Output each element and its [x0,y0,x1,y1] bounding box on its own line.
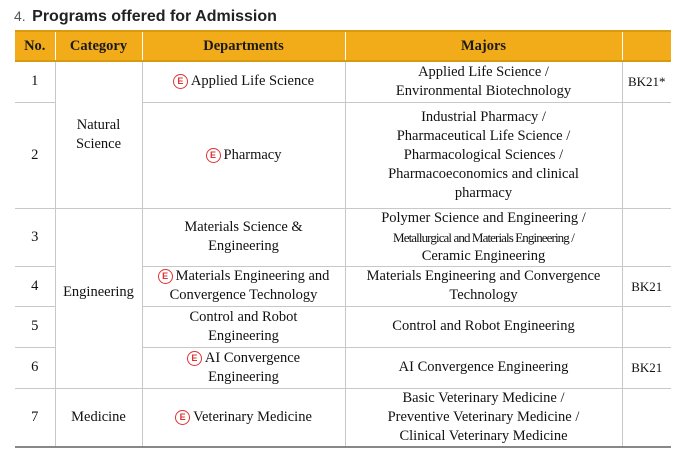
department-name: Materials Engineering and [175,268,330,284]
program-note [622,208,671,266]
header-no: No. [15,31,55,61]
major-line: Polymer Science and Engineering / [381,209,586,226]
program-note [622,306,671,347]
department-name: Engineering [208,238,279,254]
department-cell [142,266,345,306]
row-number: 7 [15,388,55,447]
table-row [15,388,671,447]
section-title: Programs offered for Admission [32,8,277,25]
major-line: Environmental Biotechnology [395,82,572,99]
header-category: Category [55,31,142,61]
major-line: AI Convergence Engineering [398,359,569,375]
row-number: 3 [15,208,55,266]
english-track-icon: E [187,351,202,366]
category-label: Engineering [63,283,134,300]
major-line: Preventive Veterinary Medicine / [387,408,580,425]
program-note: BK21* [622,61,671,102]
department-name: Control and Robot [189,308,298,325]
department-name: Pharmacy [223,146,282,163]
programs-table [15,30,671,448]
program-note [622,102,671,208]
department-cell [142,388,345,447]
row-number: 1 [15,61,55,102]
majors-cell [345,347,622,388]
header-majors: Majors [345,31,622,61]
category-label: Natural [76,116,121,133]
department-cell [142,102,345,208]
department-name: AI Convergence [204,349,301,366]
major-line: Applied Life Science / [418,63,549,80]
major-line: Clinical Veterinary Medicine [399,427,568,444]
row-number: 6 [15,347,55,388]
header-note [622,31,671,61]
english-track-icon: E [175,410,190,425]
majors-cell [345,306,622,347]
department-name: Materials Science & [184,219,303,235]
majors-cell [345,61,622,102]
category-engineering [55,208,142,388]
category-label: Science [75,135,122,152]
department-cell [142,347,345,388]
english-track-icon: E [206,148,221,163]
table-header-row [15,31,671,61]
english-track-icon: E [173,74,188,89]
major-line: Pharmaceutical Life Science / [396,127,571,144]
department-cell [142,61,345,102]
row-number: 4 [15,266,55,306]
major-line: pharmacy [454,184,513,201]
category-label: Medicine [71,408,126,425]
row-number: 5 [15,306,55,347]
header-departments: Departments [142,31,345,61]
majors-cell [345,388,622,447]
majors-cell [345,102,622,208]
department-cell [142,306,345,347]
major-line: Technology [449,287,518,303]
major-line: Metallurgical and Materials Engineering / [393,229,574,245]
table-row [15,61,671,102]
majors-cell [345,208,622,266]
major-line: Pharmacoeconomics and clinical [388,165,579,182]
major-line: Materials Engineering and Convergence [366,268,601,284]
department-name: Engineering [208,368,279,385]
table-row [15,208,671,266]
english-track-icon: E [158,269,173,284]
department-name: Applied Life Science [190,73,315,90]
section-heading [14,4,277,28]
major-line: Industrial Pharmacy / [421,108,546,125]
program-note [622,388,671,447]
program-note: BK21 [622,347,671,388]
majors-cell [345,266,622,306]
major-line: Ceramic Engineering [421,247,546,264]
department-name: Convergence Technology [169,287,318,303]
major-line: Basic Veterinary Medicine / [402,389,565,406]
section-number: 4. [14,8,26,24]
department-cell [142,208,345,266]
row-number: 2 [15,102,55,208]
program-note: BK21 [622,266,671,306]
category-natural-science [55,61,142,208]
department-name: Veterinary Medicine [193,408,312,425]
major-line: Pharmacological Sciences / [403,146,564,163]
department-name: Engineering [208,327,279,344]
major-line: Control and Robot Engineering [392,318,575,334]
category-medicine [55,388,142,447]
